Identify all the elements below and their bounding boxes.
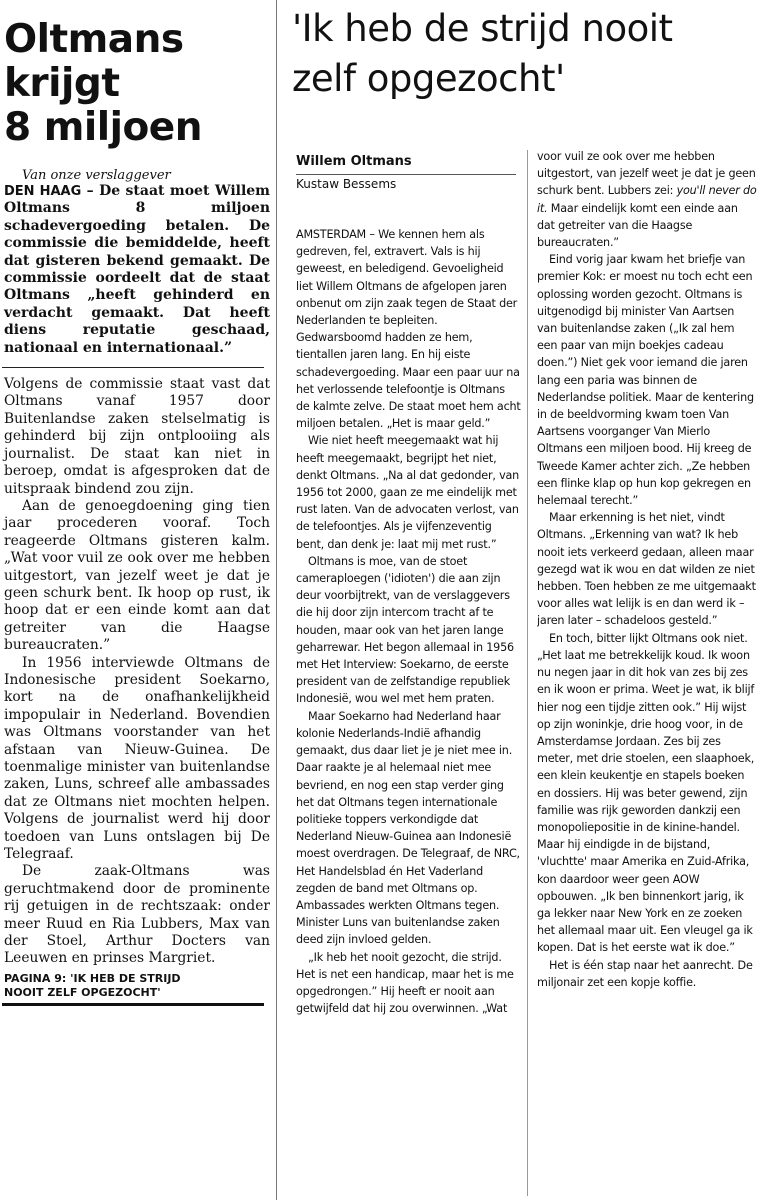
column-paragraph: Maar erkenning is het niet, vindt Oltmans. „Erkenning van wat? Ik heb nooit iets verkeerd gedaan, alleen maar gezegd wat ik wou en dat wilden ze niet hebben. Toen hebben ze me uitgemaakt voor alles wat lelijk is en dan werd ik – jaren later – schadeloos gesteld.” xyxy=(537,511,756,628)
right-headline-line: zelf opgezocht' xyxy=(292,57,565,100)
right-headline-line: 'Ik heb de strijd nooit xyxy=(292,7,673,50)
right-article-column-2 xyxy=(537,148,757,1196)
left-paragraph: Aan de genoegdoening ging tien jaar procederen vooraf. Toch reageerde Oltmans gisteren kalm. „Wat voor vuil ze ook over me hebben uitgestort, van jezelf weet je dat je geen schurk bent. Ik hoop op rust, ik hoop dat er een einde komt aan dat getreiter van die Haagse bureaucraten.” xyxy=(4,497,270,654)
author-name: Willem Oltmans xyxy=(296,154,412,169)
paragraph-text: Maar eindelijk komt een einde aan dat getreiter van die Haagse bureaucraten.” xyxy=(537,201,738,250)
left-paragraph: In 1956 interviewde Oltmans de Indonesische president Soekarno, kort na de onafhankelijkheid impopulair in Nederland. Bovendien was Oltmans voorstander van het afstaan van Nieuw-Guinea. De toenmalige minister van buitenlandse zaken, Luns, schreef alle ambassades dat ze Oltmans niet mochten helpen. Volgens de journalist werd hij door toedoen van Luns ontslagen bij De Telegraaf. xyxy=(4,654,270,863)
page-reference-line: NOOIT ZELF OPGEZOCHT' xyxy=(4,985,161,999)
article-divider xyxy=(276,0,277,1200)
column-paragraph: Oltmans is moe, van de stoet cameraploegen ('idioten') die aan zijn deur voorbijtrekt, van de verslaggevers die hij door zijn intercom tracht af te houden, maar ook van het jaren lange geharrewar. Het begon allemaal in 1956 met Het Interview: Soekarno, de eerste president van de zelfstandige republiek Indonesië, wou wel met hem praten. xyxy=(296,554,514,706)
right-article-column-1 xyxy=(296,226,521,1196)
left-headline-line: 8 miljoen xyxy=(4,105,202,150)
coauthor-name: Kustaw Bessems xyxy=(296,174,516,191)
left-lead-text: – De staat moet Willem Oltmans 8 miljoen schadevergoeding betalen. De commissie die bemiddelde, heeft dat gisteren bekend gemaakt. De commissie oordeelt dat de staat Oltmans „heeft gehinderd en verdacht gemaakt. Dat heeft diens reputatie geschaad, nationaal en internationaal.” xyxy=(4,183,270,356)
left-headline xyxy=(4,18,272,150)
column-paragraph: Wie niet heeft meegemaakt wat hij heeft meegemaakt, begrijpt het niet, denkt Oltmans. „Na al dat gedonder, van 1956 tot 2000, gaan ze me eindelijk met rust laten. Van de advocaten verlost, van de telefoontjes. Als je vijfenzeventig bent, dan denk je: laat mij met rust.” xyxy=(296,434,520,551)
footer-rule xyxy=(2,1003,264,1006)
left-paragraph: Volgens de commissie staat vast dat Oltmans vanaf 1957 door Buitenlandse zaken stelselmatig is gehinderd bij zijn ontplooiing als journalist. De staat kan niet in beroep, omdat is afgesproken dat de uitspraak bindend zou zijn. xyxy=(4,376,270,497)
column-paragraph xyxy=(537,148,757,251)
column-divider xyxy=(527,150,528,1196)
left-headline-line: krijgt xyxy=(4,61,120,106)
left-headline-line: Oltmans xyxy=(4,17,184,62)
page-reference-line: PAGINA 9: 'IK HEB DE STRIJD xyxy=(4,971,181,985)
paragraph-text: voor vuil ze ook over me hebben uitgestort, van jezelf weet je dat je geen schurk bent. Lubbers zei: xyxy=(537,150,756,198)
left-byline: Van onze verslaggever xyxy=(22,168,171,183)
lead-divider xyxy=(2,367,264,368)
paragraph-text: – We kennen hem als gedreven, fel, extravert. Vals is hij geweest, en beledigend. Gevoeligheid liet Willem Oltmans de afgelopen jaren onbenut om zijn zaak tegen de Staat der Nederlanden te bepleiten. Gedwarsboomd hadden ze hem, tientallen jaren lang. En hij eiste schadevergoeding. Maar een paar uur na het verlossende telefoontje is Oltmans de kalmte zelve. De staat moet hem acht miljoen betalen. „Het is maar geld.” xyxy=(296,228,521,431)
left-dateline: DEN HAAG xyxy=(4,184,82,199)
left-paragraph: De zaak-Oltmans was geruchtmakend door de prominente rij getuigen in de rechtszaak: onder meer Ruud en Ria Lubbers, Max van der Stoel, Arthur Docters van Leeuwen en prinses Margriet. xyxy=(4,863,270,967)
column-paragraph: „Ik heb het nooit gezocht, die strijd. Het is net een handicap, maar het is me opgedrongen.” Hij heeft er nooit aan getwijfeld dat hij zou overwinnen. „Wat xyxy=(296,950,514,1016)
quote-italic: you'll never do it. xyxy=(537,184,757,215)
column-paragraph xyxy=(296,226,521,432)
column-paragraph: Maar Soekarno had Nederland haar kolonie Nederlands-Indië afhandig gemaakt, dus daar liet je je niet mee in. Daar raakte je al helemaal niet mee bevriend, en nog een stap verder ging het dat Oltmans tegen internationale politieke toppers verkondigde dat Nederland Nieuw-Guinea aan Indonesië moest overdragen. De Telegraaf, de NRC, Het Handelsblad én Het Vaderland zegden de band met Oltmans op. Ambassades werkten Oltmans tegen. Minister Luns van buitenlandse zaken deed zijn invloed gelden. xyxy=(296,709,520,947)
column-paragraph: En toch, bitter lijkt Oltmans ook niet. „Het laat me betrekkelijk koud. Ik woon nu negen jaar in dit hok van zes bij zes en ik woon er prima. Weet je wat, ik blijf hier nog een tijdje zitten ook.” Hij wijst op zijn woninkje, drie hoog voor, in de Amsterdamse Jordaan. Zes bij zes meter, met drie stoelen, een slaaphoek, een klein keukentje en stapels boeken en dossiers. Hij was beter gewend, zijn familie was rijk geworden dankzij een monopoliepositie in de kinine-handel. Maar hij eindigde in de bijstand, 'vluchtte' maar Amerika en Zuid-Afrika, kon daardoor weer geen AOW opbouwen. „Ik ben binnenkort jarig, ik ga lekker naar New York en ze zoeken het allemaal maar uit. Een vleugel ga ik kopen. Dat is het eerste wat ik doe.” xyxy=(537,631,755,955)
left-body xyxy=(2,376,272,968)
right-dateline: AMSTERDAM xyxy=(296,228,367,241)
column-paragraph: Eind vorig jaar kwam het briefje van premier Kok: er moest nu toch echt een oplossing worden gezocht. Oltmans is uitgenodigd bij minister Van Aartsen van buitenlandse zaken („Ik zal hem een paar van mijn boekjes cadeau doen.”) Niet gek voor iemand die jaren lang een paria was binnen de Nederlandse politiek. Maar de kentering in de beeldvorming kwam toen Van Aartsens voorganger Van Mierlo Oltmans een miljoen bood. Hij kreeg de Tweede Kamer achter zich. „Ze hebben een flinke klap op hun kop gekregen en helemaal terecht.” xyxy=(537,253,754,508)
left-article xyxy=(2,14,272,1194)
page-reference xyxy=(4,972,272,1000)
left-lead xyxy=(4,183,270,357)
right-headline xyxy=(292,4,757,104)
column-paragraph: Het is één stap naar het aanrecht. De miljonair zet een kopje koffie. xyxy=(537,958,753,989)
